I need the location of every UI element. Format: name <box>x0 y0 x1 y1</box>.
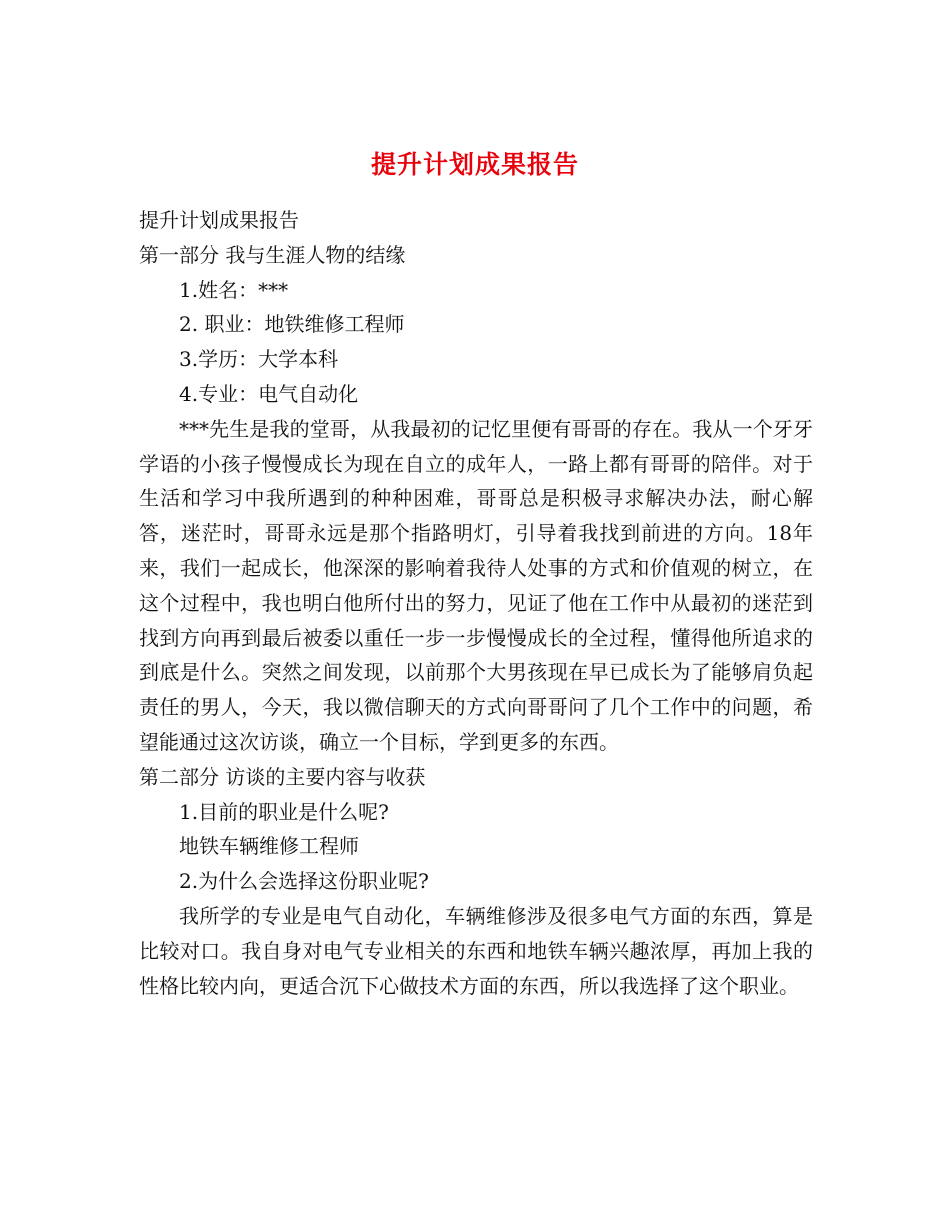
section-heading-part-two: 第二部分 访谈的主要内容与收获 <box>139 764 426 789</box>
section-heading-part-one: 第一部分 我与生涯人物的结缘 <box>139 242 406 267</box>
info-education: 3.学历：大学本科 <box>179 347 339 372</box>
interview-question-2: 2.为什么会选择这份职业呢? <box>179 869 429 894</box>
interview-answer-1: 地铁车辆维修工程师 <box>179 834 359 859</box>
body-heading: 提升计划成果报告 <box>139 208 299 232</box>
info-major: 4.专业：电气自动化 <box>179 381 359 406</box>
document-body <box>139 203 813 1003</box>
intro-paragraph: ***先生是我的堂哥，从我最初的记忆里便有哥哥的存在。我从一个牙牙学语的小孩子慢慢成长为现在自立的成年人，一路上都有哥哥的陪伴。对于生活和学习中我所遇到的种种困难，哥哥总是积极寻求解决办法，耐心解答，迷茫时，哥哥永远是那个指路明灯，引导着我找到前进的方向。18年来，我们一起成长，他深深的影响着我待人处事的方式和价值观的树立，在这个过程中，我也明白他所付出的努力，见证了他在工作中从最初的迷茫到找到方向再到最后被委以重任一步一步慢慢成长的全过程，懂得他所追求的到底是什么。突然之间发现，以前那个大男孩现在早已成长为了能够肩负起责任的男人，今天，我以微信聊天的方式向哥哥问了几个工作中的问题，希望能通过这次访谈，确立一个目标，学到更多的东西。 <box>139 416 813 754</box>
info-name: 1.姓名：*** <box>179 277 289 302</box>
interview-answer-2: 我所学的专业是电气自动化，车辆维修涉及很多电气方面的东西，算是比较对口。我自身对电气专业相关的东西和地铁车辆兴趣浓厚，再加上我的性格比较内向，更适合沉下心做技术方面的东西，所以我选择了这个职业。 <box>139 903 813 998</box>
document-title: 提升计划成果报告 <box>370 149 579 179</box>
info-occupation: 2. 职业：地铁维修工程师 <box>179 312 405 337</box>
interview-question-1: 1.目前的职业是什么呢? <box>179 799 389 824</box>
